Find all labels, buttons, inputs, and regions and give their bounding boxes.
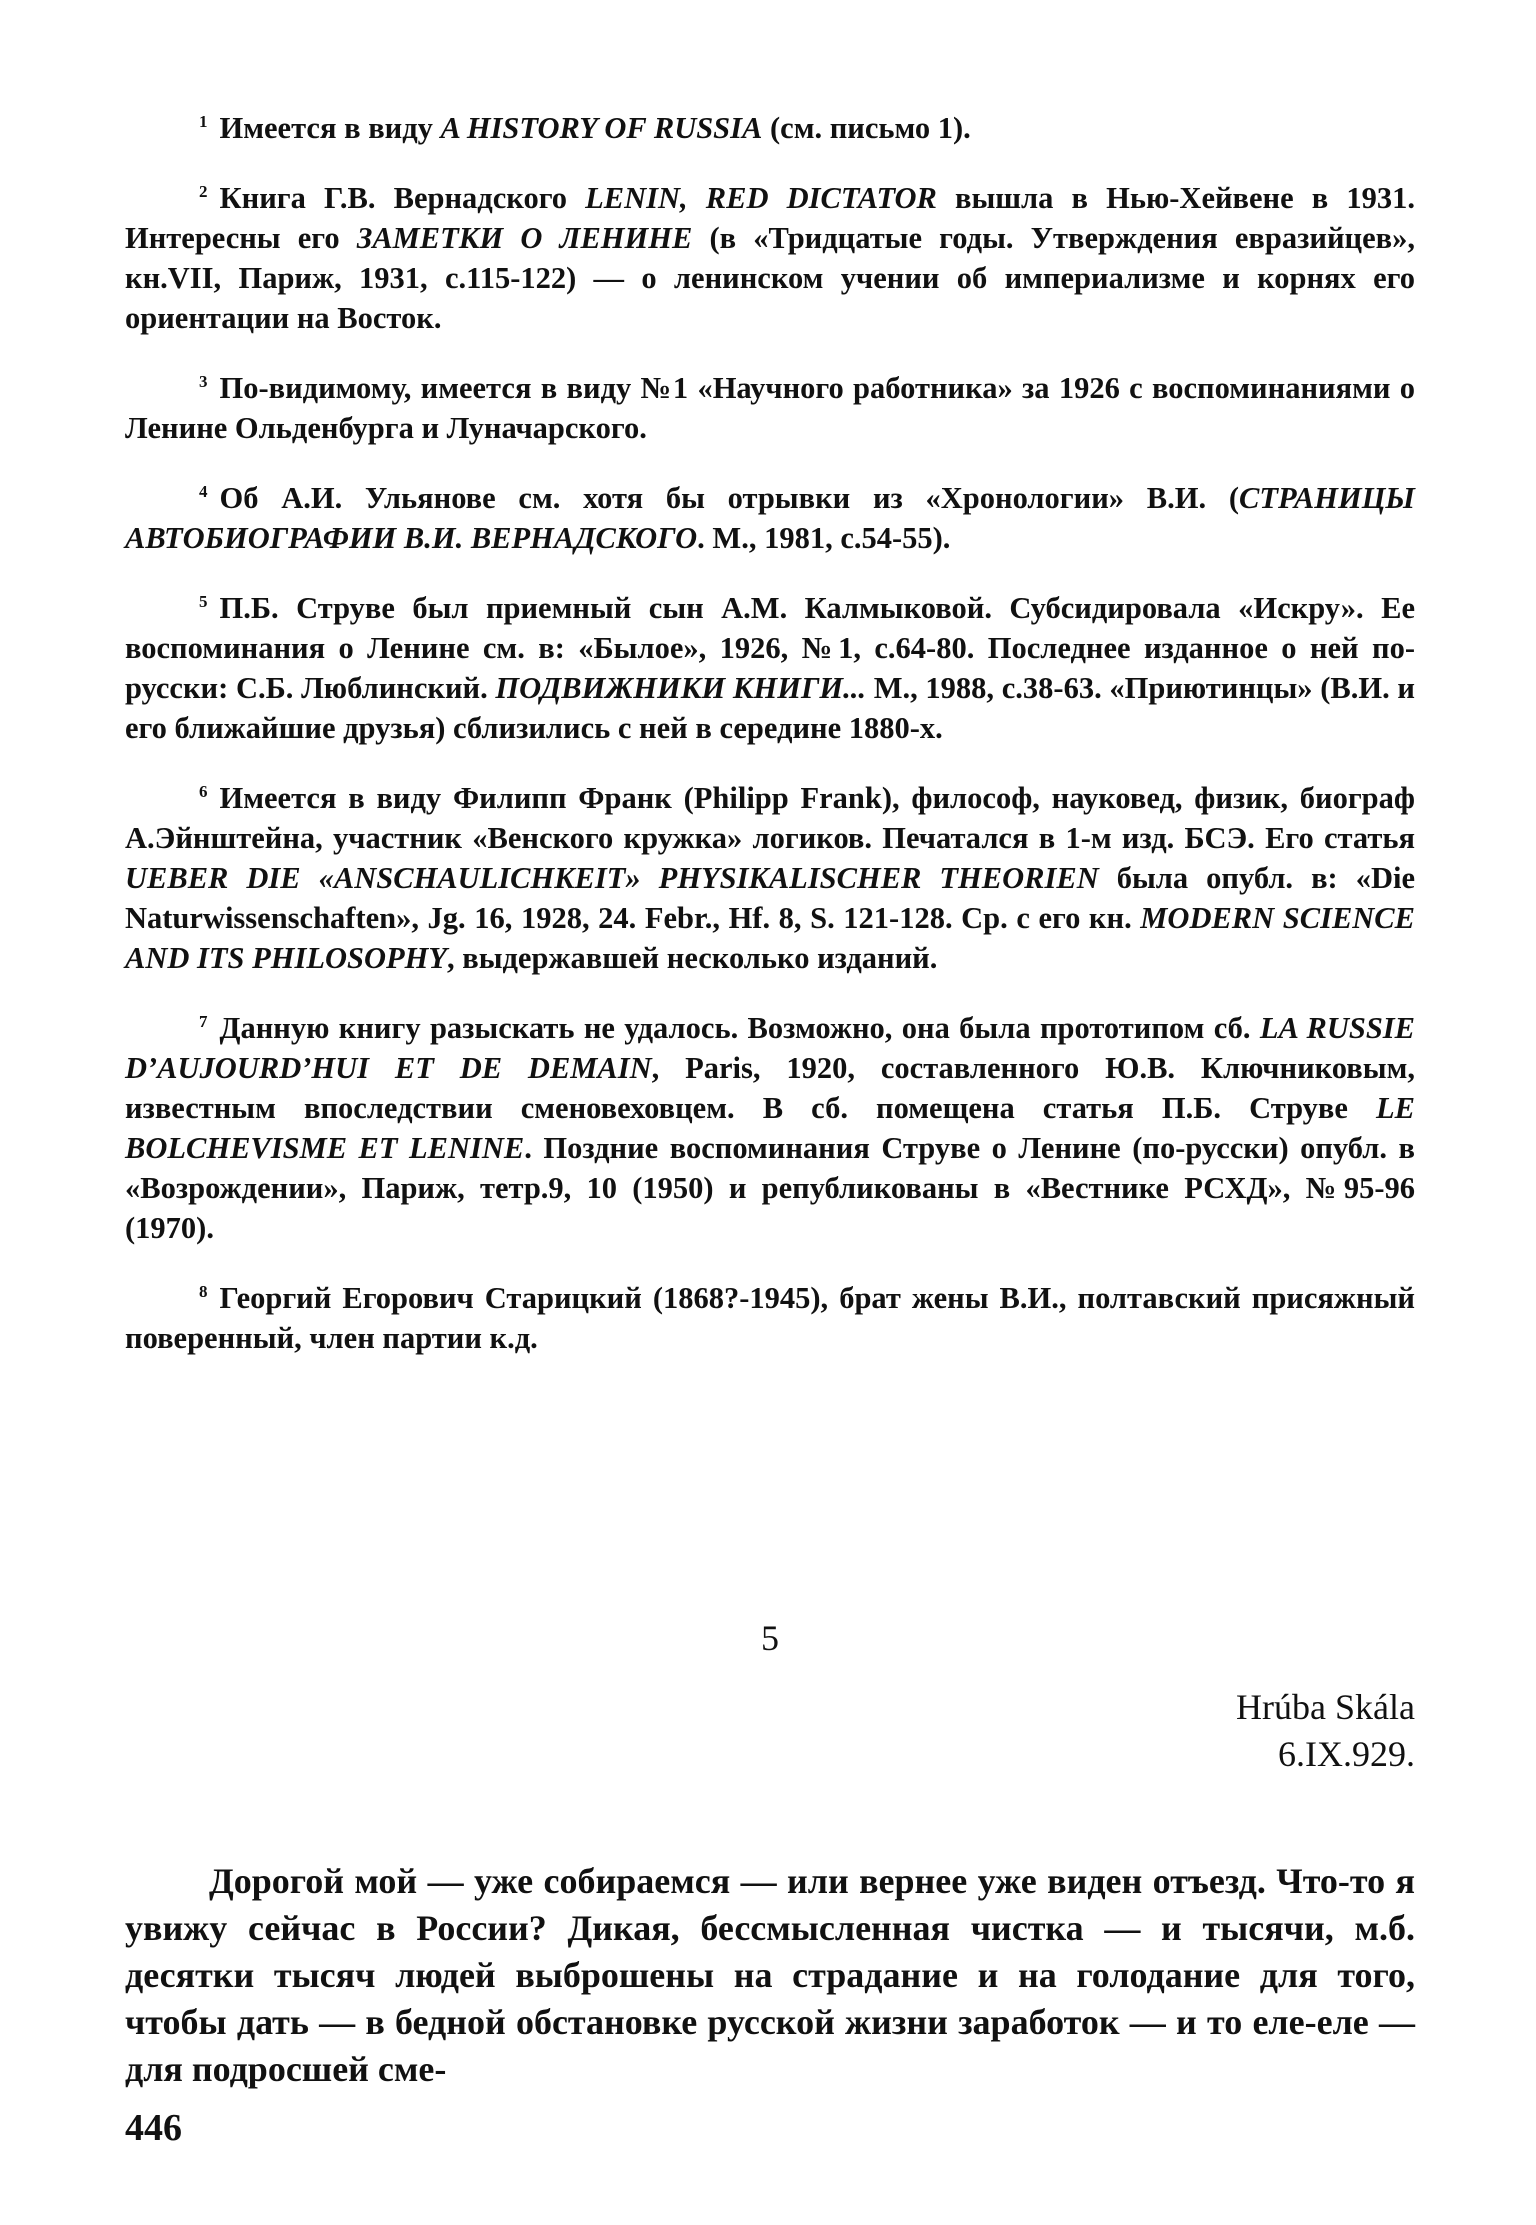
footnote-title: MODERN SCIENCE AND ITS PHILOSOPHY xyxy=(125,901,1415,975)
footnotes-section xyxy=(125,108,1415,1358)
footnote-marker: 3 xyxy=(199,372,208,391)
footnote-text: М., 1988, с.38-63. «Приютинцы» (В.И. и его ближайшие друзья) сблизились с ней в середине 1880-х. xyxy=(125,671,1415,745)
footnote-marker: 1 xyxy=(199,112,208,131)
footnote-marker: 6 xyxy=(199,782,208,801)
letter-number: 5 xyxy=(761,1618,779,1658)
footnote-text: , Paris, 1920, составленного Ю.В. Ключниковым, известным впоследствии сменовеховцем. В сб. помещена статья П.Б. Струве xyxy=(125,1051,1415,1125)
footnote-text: Георгий Егорович Старицкий (1868?-1945), брат жены В.И., полтавский присяжный поверенный, член партии к.д. xyxy=(125,1281,1415,1355)
footnote-title: UEBER DIE «ANSCHAULICHKEIT» PHYSIKALISCHER THEORIEN xyxy=(125,861,1099,895)
footnote-text: . Поздние воспоминания Струве о Ленине (по-русски) опубл. в «Возрождении», Париж, тетр.9, 10 (1950) и републикованы в «Вестнике РСХД», №95-96 (1970). xyxy=(125,1131,1415,1245)
footnote xyxy=(125,178,1415,338)
footnote xyxy=(125,778,1415,978)
footnote-text: П.Б. Струве был приемный сын А.М. Калмыковой. Субсидировала «Искру». Ее воспоминания о Ленине см. в: «Былое», 1926, №1, с.64-80. Последнее изданное о ней по-русски: С.Б. Люблинский. xyxy=(125,591,1415,705)
footnote-title: LA RUSSIE D’AUJOURD’HUI ET DE DEMAIN xyxy=(125,1011,1415,1085)
footnote-text: была опубл. в: «Die Naturwissenschaften», Jg. 16, 1928, 24. Febr., Hf. 8, S. 121-128. Ср. с его кн. xyxy=(125,861,1415,935)
footnote-text: Имеется в виду Филипп Франк (Philipp Frank), философ, науковед, физик, биограф А.Эйнштейна, участник «Венского кружка» логиков. Печатался в 1-м изд. БСЭ. Его статья xyxy=(125,781,1415,855)
footnote-title: ПОДВИЖНИКИ КНИГИ... xyxy=(495,671,867,705)
footnote xyxy=(125,588,1415,748)
footnote-marker: 5 xyxy=(199,592,208,611)
footnote-marker: 7 xyxy=(199,1012,208,1031)
footnote-marker: 2 xyxy=(199,182,208,201)
footnote-marker: 8 xyxy=(199,1282,208,1301)
footnote-text: Книга Г.В. Вернадского xyxy=(219,181,586,215)
footnote-text: Имеется в виду xyxy=(219,111,441,145)
footnote-text: вышла в Нью-Хейвене в 1931. Интересны его xyxy=(125,181,1415,255)
footnote-title: LENIN, RED DICTATOR xyxy=(585,181,937,215)
footnote-text: (в «Тридцатые годы. Утверждения евразийцев», кн.VII, Париж, 1931, с.115-122) — о ленинском учении об империализме и корнях его ориентации на Восток. xyxy=(125,221,1415,335)
footnote-text: , выдержавшей несколько изданий. xyxy=(446,941,938,975)
letter-place-date xyxy=(1236,1684,1415,1778)
footnote xyxy=(125,108,1415,148)
footnote xyxy=(125,1008,1415,1248)
letter-date: 6.IX.929. xyxy=(1278,1734,1415,1774)
footnote-title: СТРАНИЦЫ АВТОБИОГРАФИИ В.И. ВЕРНАДСКОГО xyxy=(125,481,1415,555)
footnote-text: . М., 1981, с.54-55). xyxy=(697,521,951,555)
book-page xyxy=(125,108,1415,2089)
letter-body: Дорогой мой — уже собираемся — или вернее уже виден отъезд. Что-то я увижу сейчас в России? Дикая, бессмысленная чистка — и тысячи, м.б. десятки тысяч людей выброшены на страдание и на голодание для того, чтобы дать — в бедной обстановке русской жизни заработок — и то еле-еле — для подросшей сме- xyxy=(125,1861,1415,2089)
footnote-text: Данную книгу разыскать не удалось. Возможно, она была прототипом сб. xyxy=(219,1011,1260,1045)
footnote-text: Об А.И. Ульянове см. хотя бы отрывки из «Хронологии» В.И. ( xyxy=(219,481,1239,515)
footnote-title: ЗАМЕТКИ О ЛЕНИНЕ xyxy=(356,221,693,255)
footnote-title: LE BOLCHEVISME ET LENINE xyxy=(125,1091,1415,1165)
footnote-marker: 4 xyxy=(199,482,208,501)
footnote-title: A HISTORY OF RUSSIA xyxy=(440,111,763,145)
footnote xyxy=(125,368,1415,448)
page-number: 446 xyxy=(125,2107,182,2149)
footnote-text: По-видимому, имеется в виду №1 «Научного работника» за 1926 с воспоминаниями о Ленине Ольденбурга и Луначарского. xyxy=(125,371,1415,445)
footnote xyxy=(125,478,1415,558)
footnote xyxy=(125,1278,1415,1358)
footnote-text: (см. письмо 1). xyxy=(762,111,971,145)
letter-place: Hrúba Skála xyxy=(1236,1687,1415,1727)
